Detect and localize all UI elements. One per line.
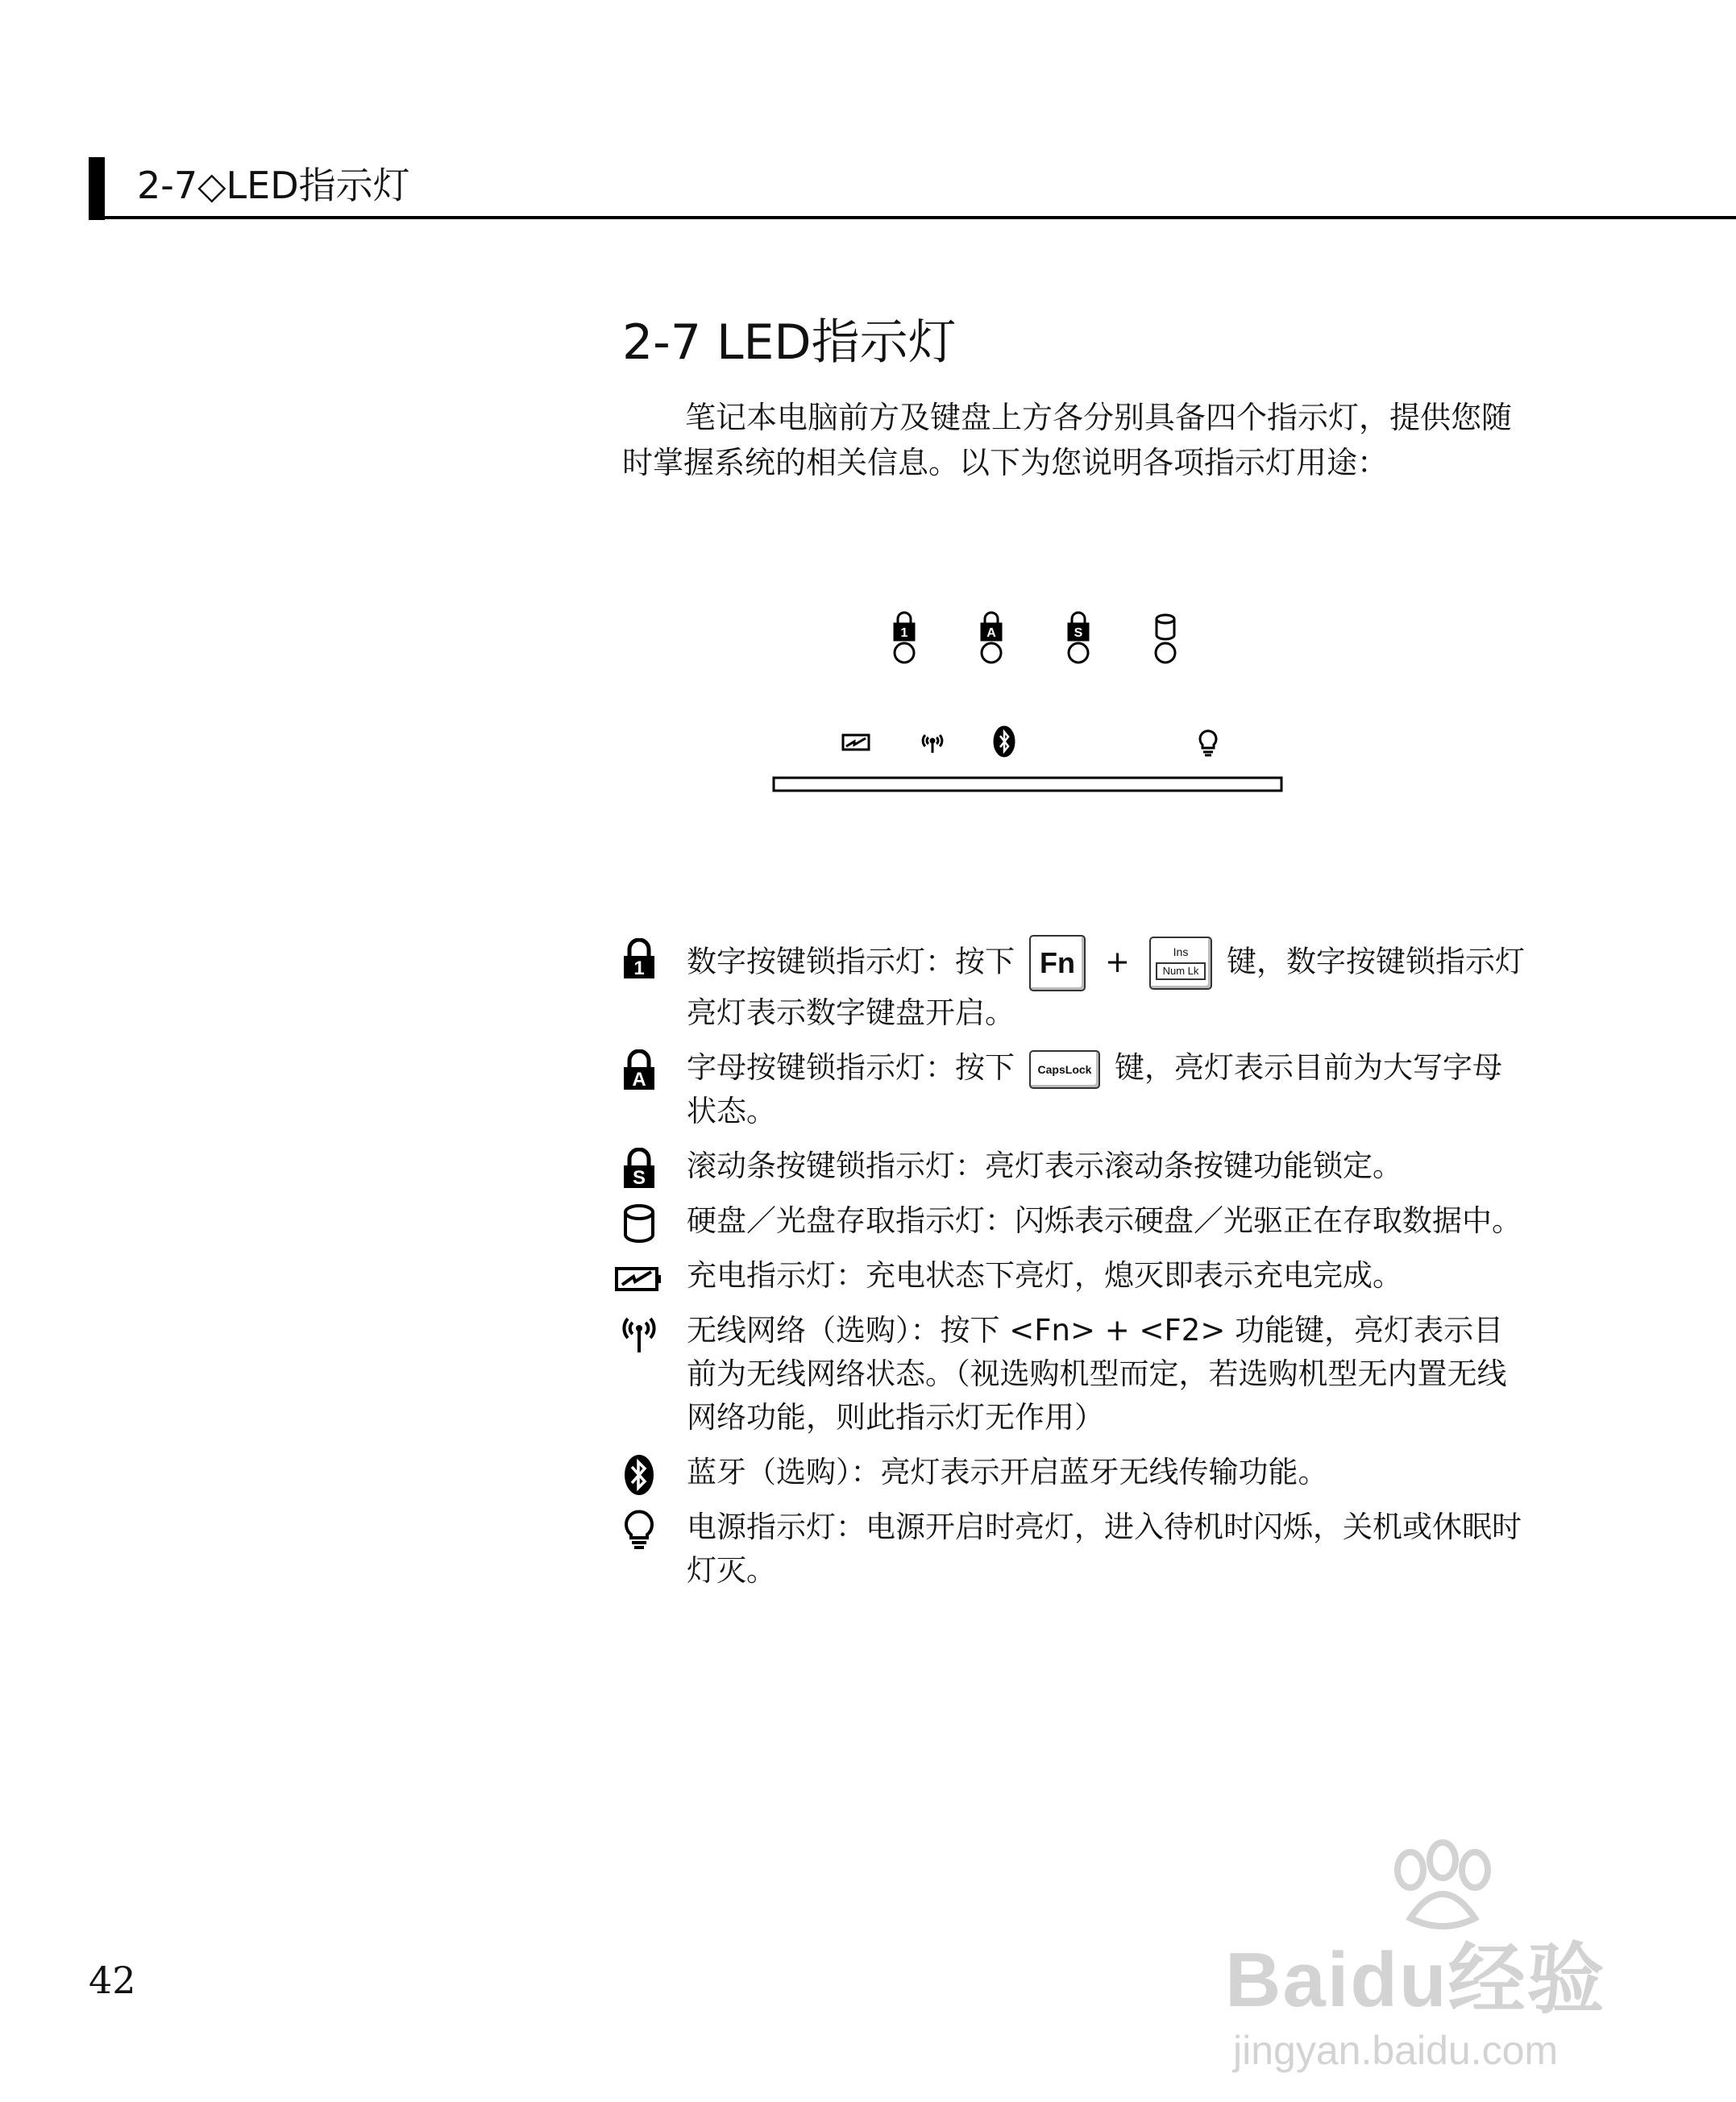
item-text: 硬盘／光盘存取指示灯：闪烁表示硬盘／光驱正在存取数据中。 [687, 1203, 1522, 1238]
list-item [613, 935, 1531, 1035]
list-item [613, 1451, 1531, 1494]
key-bottom-label: Num Lk [1156, 962, 1206, 980]
led-scrolllock [1069, 643, 1088, 663]
numlock-icon [621, 938, 658, 980]
led-capslock [982, 643, 1001, 663]
svg-text:A: A [986, 626, 996, 640]
header-rule [89, 216, 1736, 219]
svg-text:S: S [632, 1167, 646, 1189]
indicator-list [613, 935, 1531, 1604]
item-text: 电源指示灯：电源开启时亮灯，进入待机时闪烁，关机或休眠时灯灭。 [687, 1510, 1522, 1588]
key-top-label: Ins [1173, 945, 1189, 958]
list-item [613, 1309, 1531, 1439]
item-text: 字母按键锁指示灯：按下 [687, 1050, 1015, 1085]
bluetooth-icon [621, 1454, 658, 1496]
page-title: 2-7 LED指示灯 [622, 314, 957, 371]
drive-icon [1157, 615, 1174, 639]
plus-sign: + [1105, 944, 1131, 979]
front-bezel-bar [774, 778, 1281, 791]
item-text: 充电指示灯：充电状态下亮灯，熄灭即表示充电完成。 [687, 1258, 1402, 1293]
watermark-brand: Baidu经验 [1225, 1937, 1606, 2023]
list-item [613, 1199, 1531, 1243]
svg-text:S: S [1074, 626, 1083, 640]
led-panel-diagram [725, 596, 1338, 806]
led-drive [1156, 643, 1175, 663]
page-number: 42 [89, 1959, 136, 2002]
power-icon [621, 1509, 658, 1551]
led-numlock [895, 643, 914, 663]
list-item [613, 1506, 1531, 1593]
battery-charge-icon [614, 1257, 662, 1299]
list-item [613, 1046, 1531, 1133]
svg-text:1: 1 [633, 958, 645, 979]
section-header: 2-7◇LED指示灯 [137, 164, 410, 207]
capslock-icon [621, 1049, 658, 1091]
wireless-icon [621, 1312, 658, 1354]
item-text: 数字按键锁指示灯：按下 [687, 944, 1015, 979]
item-text: 蓝牙（选购）：亮灯表示开启蓝牙无线传输功能。 [687, 1455, 1328, 1489]
svg-text:A: A [632, 1069, 646, 1090]
header-marker [89, 157, 105, 220]
intro-paragraph: 笔记本电脑前方及键盘上方各分别具备四个指示灯，提供您随时掌握系统的相关信息。以下为您说明各项指示灯用途： [622, 400, 1513, 480]
item-text: 无线网络（选购）：按下 <Fn> + <F2> 功能键，亮灯表示目前为无线网络状态。（视选购机型而定，若选购机型无内置无线网络功能，则此指示灯无作用） [687, 1313, 1507, 1435]
fn-key: Fn [1029, 935, 1086, 991]
ins-numlk-key [1149, 937, 1212, 990]
list-item [613, 1254, 1531, 1298]
capslock-icon [982, 613, 1001, 640]
capslock-key: CapsLock [1029, 1050, 1100, 1089]
drive-icon [621, 1203, 658, 1244]
item-text: 滚动条按键锁指示灯：亮灯表示滚动条按键功能锁定。 [687, 1149, 1402, 1183]
item-text-continued: 键，数字按键锁指示灯亮灯表示数字键盘开启。 [687, 944, 1526, 1030]
svg-text:1: 1 [900, 626, 908, 640]
power-icon [1200, 731, 1216, 755]
wireless-icon [923, 735, 942, 753]
item-text-continued: 键，亮灯表示目前为大写字母状态。 [687, 1050, 1502, 1128]
list-item [613, 1144, 1531, 1188]
numlock-icon [895, 613, 914, 640]
watermark-url: jingyan.baidu.com [1233, 2028, 1559, 2073]
battery-charge-icon [843, 735, 869, 750]
scrolllock-icon [621, 1148, 658, 1190]
bluetooth-icon [995, 727, 1014, 756]
baidu-watermark [1225, 1838, 1644, 2087]
scrolllock-icon [1069, 613, 1088, 640]
